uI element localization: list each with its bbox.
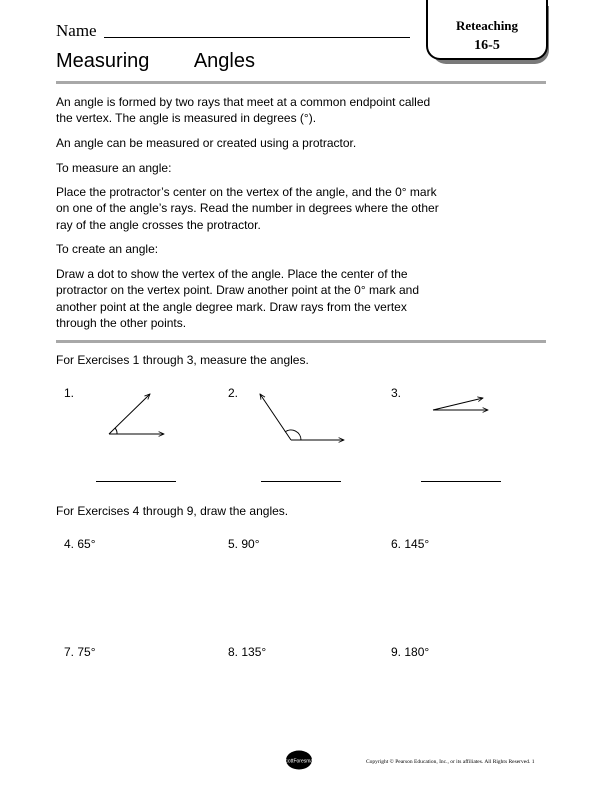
- exercise-1-answer-line[interactable]: [96, 481, 176, 482]
- exercise-1-label: 1.: [64, 386, 75, 400]
- exercise-4-label: 4. 65°: [64, 537, 96, 551]
- angle-3-ray-diagonal: [433, 398, 483, 410]
- draw-instruction: For Exercises 4 through 9, draw the angles.: [56, 504, 289, 518]
- exercise-3-label: 3.: [391, 386, 402, 400]
- intro-paragraph-2: An angle can be measured or created using a protractor.: [56, 136, 357, 150]
- create-heading: To create an angle:: [56, 242, 159, 256]
- tab-title: Reteaching: [455, 18, 519, 33]
- exercise-5-label: 5. 90°: [228, 537, 260, 551]
- angle-1-diagram: [100, 385, 180, 445]
- measure-body: Place the protractor’s center on the vertex of the angle, and the 0° mark on one of the angle’s rays. Read the number in degrees where the other ray of the angle crosses the protractor.: [56, 185, 439, 232]
- name-line[interactable]: [104, 37, 410, 38]
- exercise-6-label: 6. 145°: [391, 537, 430, 551]
- exercise-2-label: 2.: [228, 386, 239, 400]
- measure-heading: To measure an angle:: [56, 161, 172, 175]
- exercise-7-label: 7. 75°: [64, 645, 96, 659]
- page-title: Measuring Angles: [56, 50, 255, 72]
- create-body: Draw a dot to show the vertex of the angle. Place the center of the protractor on the vertex point. Draw another point at the 0° mark and another point at the angle degree mark. Draw rays from the vertex through the other points.: [56, 267, 419, 331]
- measure-instruction: For Exercises 1 through 3, measure the angles.: [56, 353, 309, 367]
- name-label: Name: [56, 21, 97, 40]
- exercise-3-answer-line[interactable]: [421, 481, 501, 482]
- tab-code: 16-5: [474, 38, 500, 53]
- intro-paragraph-1: An angle is formed by two rays that meet at a common endpoint called the vertex. The angle is measured in degrees (°).: [56, 95, 431, 126]
- publisher-logo-text: ScottForesman: [282, 758, 316, 765]
- exercise-9-label: 9. 180°: [391, 645, 430, 659]
- angle-2-diagram: [250, 385, 350, 445]
- exercise-2-answer-line[interactable]: [261, 481, 341, 482]
- angle-2-ray-diagonal: [260, 394, 291, 440]
- copyright-notice: Copyright © Pearson Education, Inc., or its affiliates. All Rights Reserved. 1: [366, 759, 535, 765]
- exercise-8-label: 8. 135°: [228, 645, 267, 659]
- section-divider: [56, 340, 546, 343]
- title-divider: [56, 81, 546, 84]
- angle-1-arc: [115, 428, 117, 434]
- publisher-logo: [282, 750, 316, 770]
- reteaching-tab: [426, 0, 548, 60]
- angle-3-diagram: [425, 390, 495, 420]
